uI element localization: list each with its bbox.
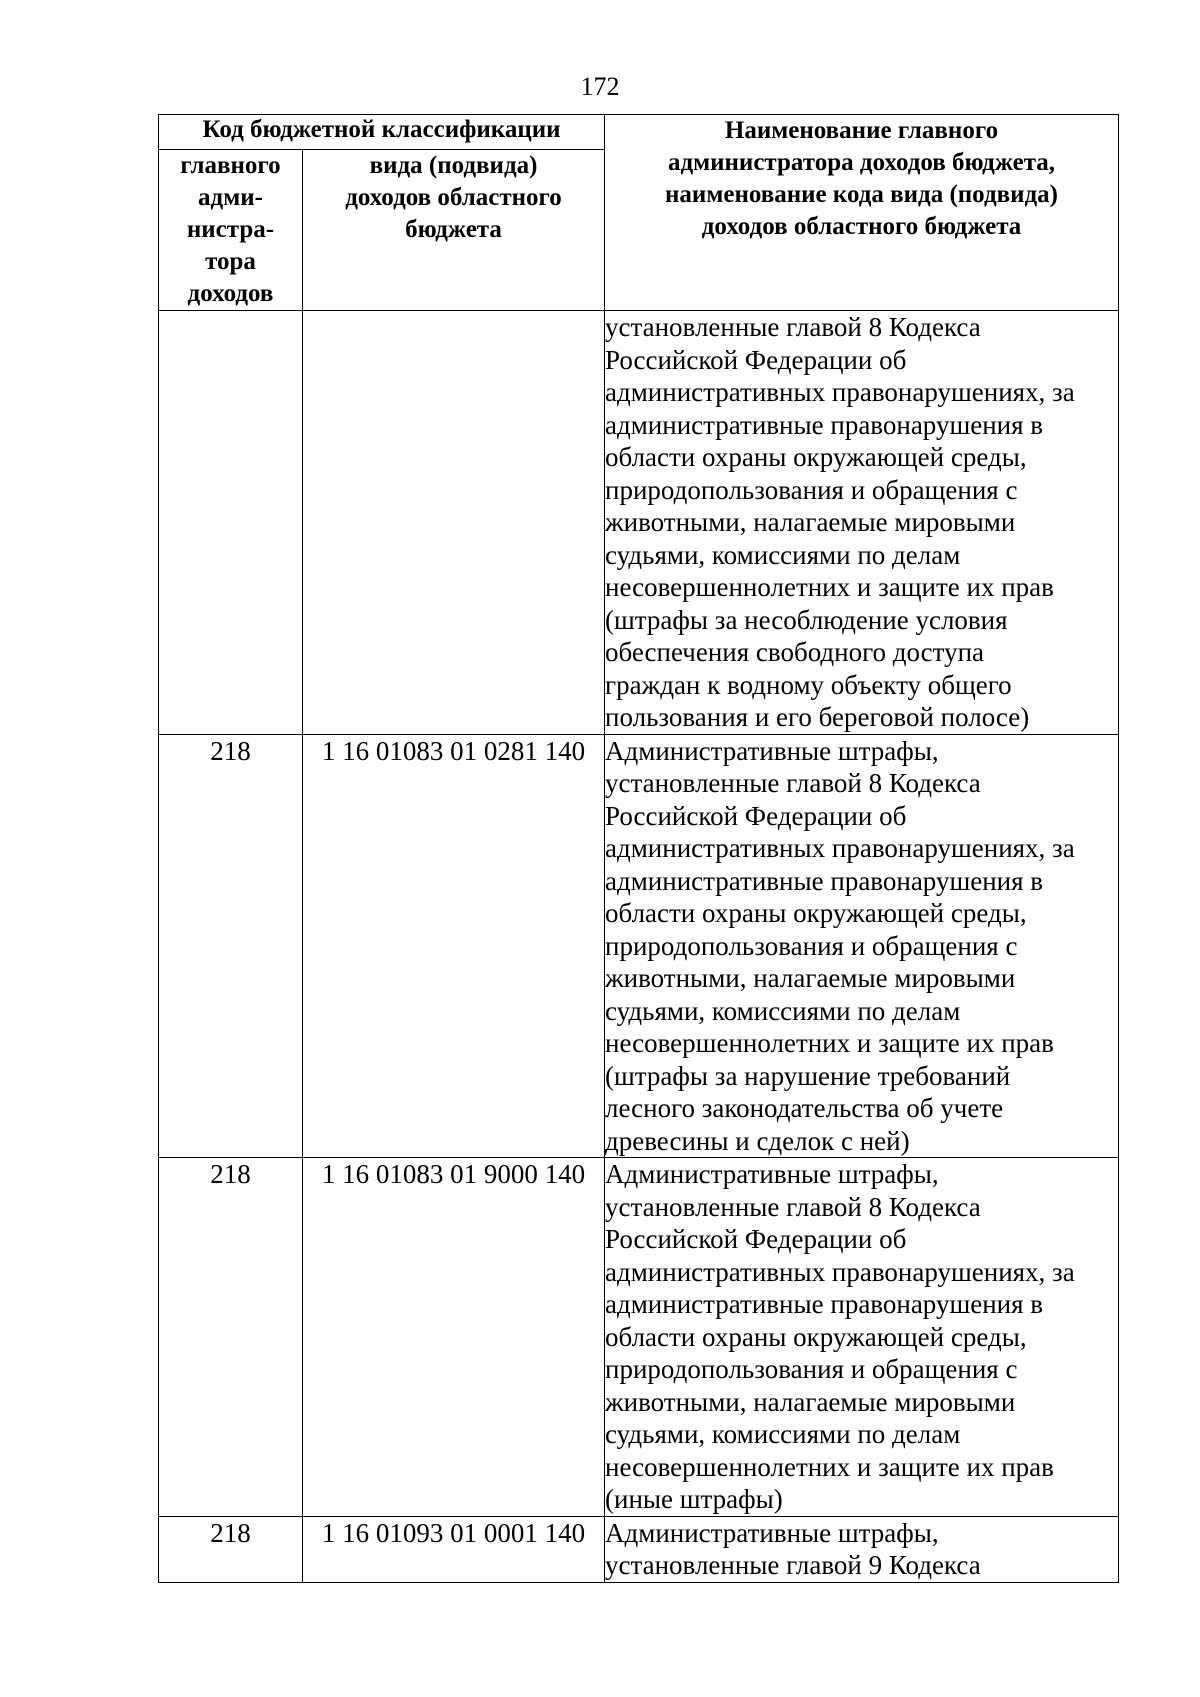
description-line: установленные главой 8 Кодекса [605,768,981,798]
description-line: административных правонарушениях, за [605,833,1075,863]
description-line: природопользования и обращения с [605,474,1018,505]
table-row [159,311,1119,735]
description-line: лесного законодательства об учете [605,1093,1004,1123]
table-row [159,1158,1119,1517]
description-line: Российской Федерации об [605,344,907,375]
description-cell [605,311,1119,735]
header-name-column [605,115,1119,311]
header-admin-line: тора [205,248,256,275]
description-line: установленные главой 8 Кодекса [605,312,981,342]
description-line: Российской Федерации об [605,1224,907,1254]
admin-code-cell: 218 [159,734,303,1158]
description-line: административных правонарушениях, за [605,377,1075,407]
header-row-group [159,115,1119,150]
description-cell [605,734,1119,1158]
description-line: (штрафы за нарушение требований [605,1060,1011,1091]
header-admin-column [159,150,303,311]
description-line: судьями, комиссиями по делам [605,995,961,1026]
income-code-cell: 1 16 01093 01 0001 140 [303,1516,605,1582]
header-kind-column [303,150,605,311]
description-line: установленные главой 8 Кодекса [605,1191,981,1222]
header-admin-line: нистра- [186,216,275,243]
table-row [159,1516,1119,1582]
income-code-cell [303,311,605,735]
description-line: несовершеннолетних и защите их прав [605,1028,1054,1058]
description-cell [605,1516,1119,1582]
description-line: древесины и сделок с ней) [605,1125,910,1156]
description-line: установленные главой 9 Кодекса [605,1550,981,1580]
description-line: области охраны окружающей среды, [605,898,1027,928]
description-line: природопользования и обращения с [605,930,1018,961]
header-kind-line: вида (подвида) [369,152,538,179]
description-line: судьями, комиссиями по делам [605,1419,961,1449]
header-name-line: наименование кода вида (подвида) [665,181,1058,208]
description-line: (иные штрафы) [605,1484,783,1514]
header-kind-line: бюджета [405,216,502,243]
description-line: животными, налагаемые мировыми [605,963,1016,993]
admin-code-cell [159,311,303,735]
admin-code-cell: 218 [159,1158,303,1517]
header-admin-line: доходов [187,280,274,307]
description-line: Административные штрафы, [605,1159,939,1189]
header-name-line: администратора доходов бюджета, [667,149,1056,176]
description-line: (штрафы за несоблюдение условия [605,604,1008,635]
description-line: административных правонарушениях, за [605,1256,1075,1287]
income-code-cell: 1 16 01083 01 0281 140 [303,734,605,1158]
table-row [159,734,1119,1158]
description-line: пользования и его береговой полосе) [605,702,1030,732]
table-body [159,311,1119,1583]
description-line: Российской Федерации об [605,800,907,831]
header-kind-line: доходов областного [345,184,562,211]
income-code-cell: 1 16 01083 01 9000 140 [303,1158,605,1517]
description-line: административные правонарушения в [605,1289,1044,1319]
description-line: обеспечения свободного доступа [605,637,985,667]
description-line: несовершеннолетних и защите их прав [605,1451,1054,1482]
description-line: судьями, комиссиями по делам [605,539,961,570]
header-group-title: Код бюджетной классификации [159,115,605,150]
header-name-line: Наименование главного [724,117,999,144]
description-line: Административные штрафы, [605,735,939,766]
description-line: природопользования и обращения с [605,1354,1018,1384]
header-admin-line: адми- [198,184,263,211]
description-line: животными, налагаемые мировыми [605,1386,1016,1417]
description-line: области охраны окружающей среды, [605,442,1027,472]
description-line: области охраны окружающей среды, [605,1321,1027,1352]
description-line: Административные штрафы, [605,1517,939,1548]
description-cell [605,1158,1119,1517]
budget-classification-table [158,114,1119,1583]
header-admin-line: главного [180,152,281,179]
description-line: административные правонарушения в [605,409,1044,440]
description-line: несовершеннолетних и защите их прав [605,572,1054,602]
description-line: административные правонарушения в [605,865,1044,896]
description-line: животными, налагаемые мировыми [605,507,1016,537]
page-number: 172 [580,72,620,101]
description-line: граждан к водному объекту общего [605,669,1012,700]
admin-code-cell: 218 [159,1516,303,1582]
header-name-line: доходов областного бюджета [701,213,1022,240]
